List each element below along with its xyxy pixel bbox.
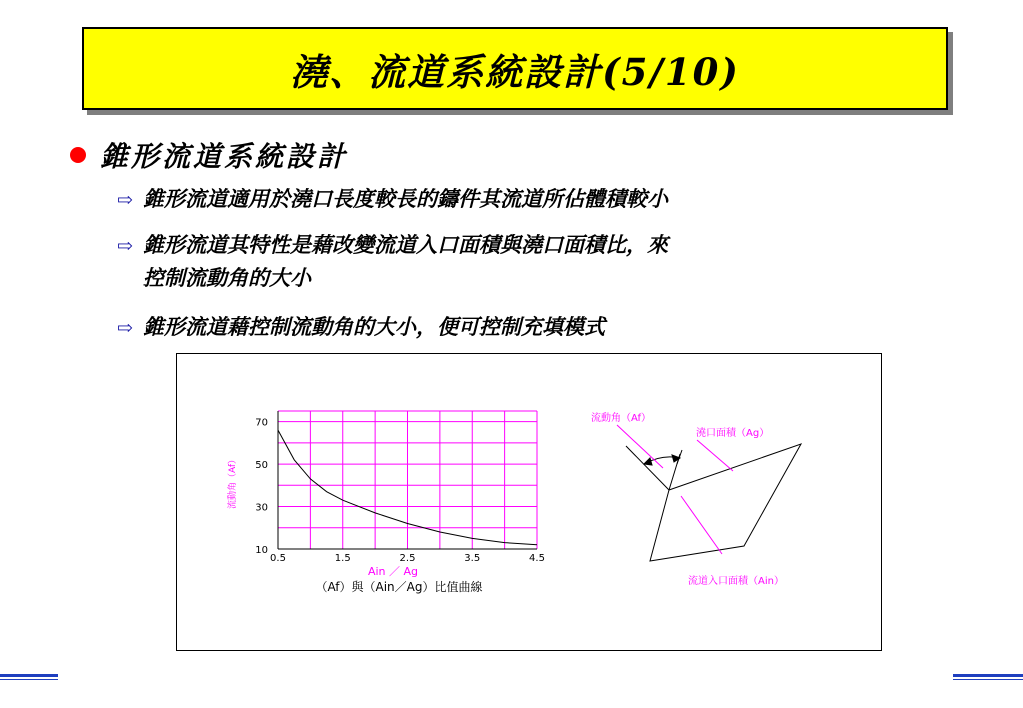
footer-line-left xyxy=(0,674,58,677)
leader-lines xyxy=(617,425,733,554)
sub-bullet-2-text: 錐形流道其特性是藉改變流道入口面積與澆口面積比，來 xyxy=(143,232,668,257)
chart-title: （Af）與（Ain／Ag）比值曲線 xyxy=(315,580,483,594)
bullet-dot-icon xyxy=(70,147,86,163)
figure-frame xyxy=(176,353,882,651)
y-tick-label: 30 xyxy=(255,502,268,514)
sub-bullet-2-continuation: 控制流動角的大小 xyxy=(143,265,311,290)
y-axis-label: 流動角（Af） xyxy=(228,454,238,510)
y-tick-label: 10 xyxy=(255,545,268,556)
footer-line-right-thin xyxy=(953,679,1023,680)
hollow-arrow-icon: ⇨ xyxy=(117,317,133,339)
x-tick-label: 4.5 xyxy=(529,553,545,564)
label-runner-area: 流道入口面積（Ain） xyxy=(688,576,784,587)
y-tick-label: 70 xyxy=(255,417,268,429)
title-banner xyxy=(82,27,948,110)
x-tick-label: 1.5 xyxy=(334,553,351,564)
leader-flow-angle xyxy=(617,425,663,468)
leader-runner-area xyxy=(681,496,722,554)
main-bullet-text: 錐形流道系統設計 xyxy=(100,140,349,173)
figure-canvas xyxy=(177,354,881,650)
angle-arrow-head-icon xyxy=(672,455,680,462)
leader-gate-area xyxy=(697,440,733,471)
sub-bullet-2 xyxy=(117,229,668,294)
sub-bullet-1-text: 錐形流道適用於澆口長度較長的鑄件其流道所佔體積較小 xyxy=(143,186,668,211)
x-axis-label: Ain ／ Ag xyxy=(367,565,419,578)
sub-bullet-3-text: 錐形流道藉控制流動角的大小，便可控制充填模式 xyxy=(143,314,605,339)
x-tick-label: 3.5 xyxy=(464,553,481,564)
label-flow-angle: 流動角（Af） xyxy=(591,413,652,424)
hollow-arrow-icon: ⇨ xyxy=(117,235,133,257)
footer-line-left-thin xyxy=(0,679,58,680)
angle-arrow-head-icon xyxy=(644,458,652,465)
chart-grid xyxy=(278,411,537,549)
x-tick-label: 2.5 xyxy=(399,553,416,564)
x-tick-label: 0.5 xyxy=(270,553,286,564)
runner-shape xyxy=(650,444,801,561)
hollow-arrow-icon: ⇨ xyxy=(117,189,133,211)
sub-bullet-3 xyxy=(117,311,605,344)
label-gate-area: 澆口面積（Ag） xyxy=(696,428,770,439)
y-tick-label: 50 xyxy=(255,460,268,472)
slide-title: 澆、流道系統設計(5/10) xyxy=(290,49,740,94)
runner-diagram xyxy=(626,444,801,561)
footer-line-right xyxy=(953,674,1023,677)
sub-bullet-1 xyxy=(117,183,668,216)
